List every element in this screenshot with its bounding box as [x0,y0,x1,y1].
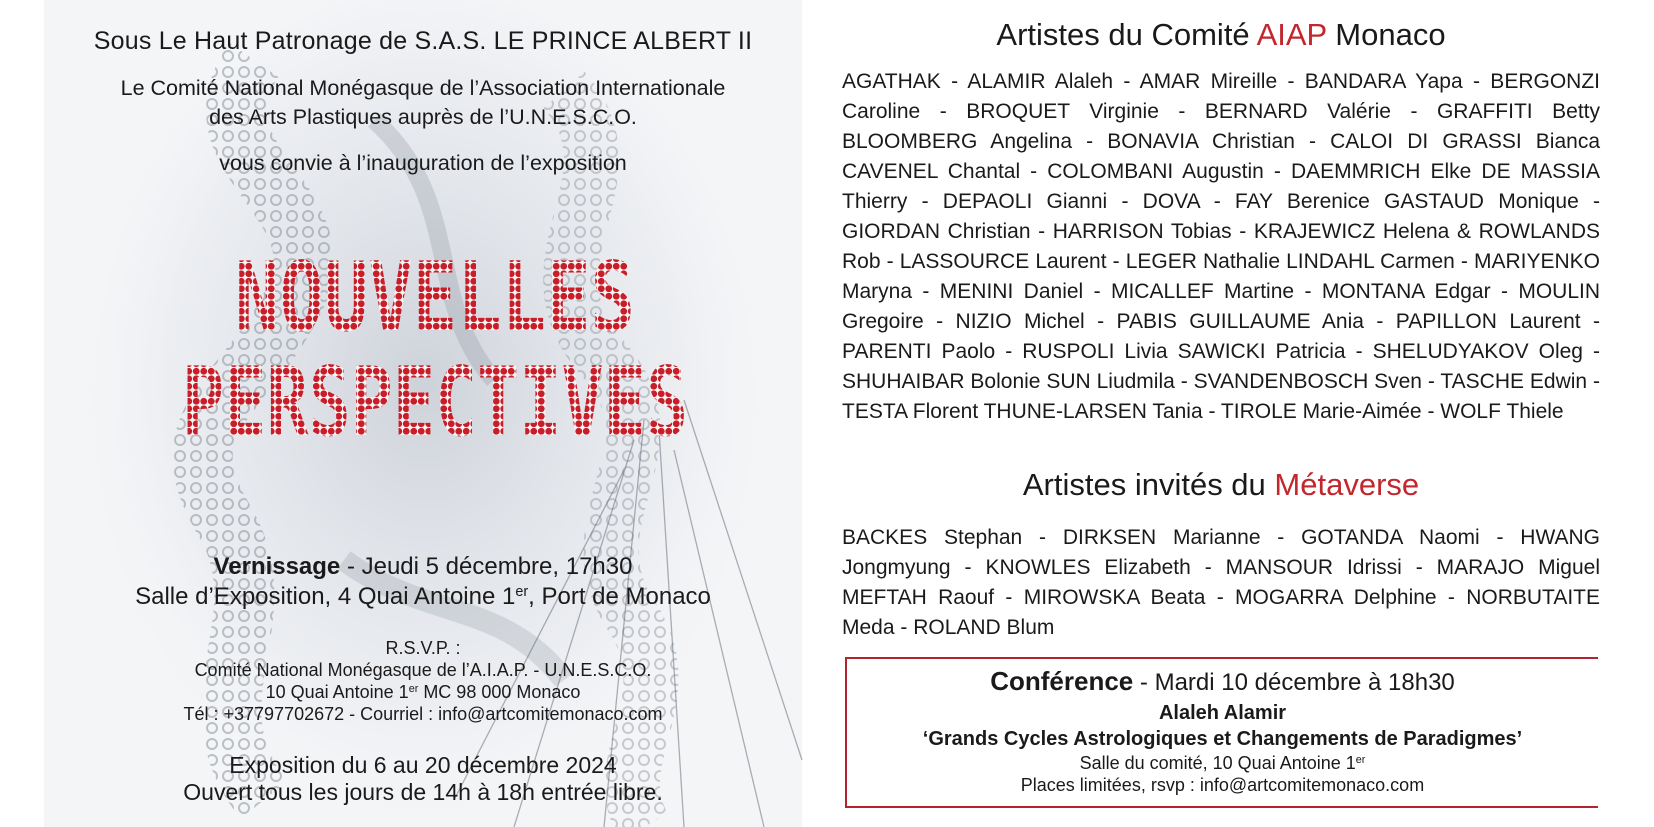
exhibition-dates [44,752,802,806]
conference-place: Salle du comité, 10 Quai Antoine 1 [1079,753,1356,773]
conference-place-sup: er [1355,754,1366,767]
rsvp-block [44,637,802,725]
venue-sup: er [515,584,529,601]
rsvp-address: 10 Quai Antoine 1 [265,682,409,702]
metaverse-artists-heading [842,467,1600,503]
vernissage-date: - Jeudi 5 décembre, 17h30 [340,553,633,580]
committee-line-1: Le Comité National Monégasque de l’Association Internationale [120,76,726,100]
exhibition-period: Exposition du 6 au 20 décembre 2024 [229,752,617,778]
rsvp-address-sup: er [408,683,419,696]
heading-text-end: Monaco [1326,17,1446,52]
committee-artists-heading [842,17,1600,53]
invitation-line: vous convie à l’inauguration de l’exposition [219,151,627,175]
conference-date: - Mardi 10 décembre à 18h30 [1133,669,1455,696]
opening-hours: Ouvert tous les jours de 14h à 18h entrée libre. [183,779,663,805]
heading-accent: AIAP [1256,17,1327,52]
heading-accent: Métaverse [1274,467,1420,502]
title-line-2: PERSPECTIVES [182,348,688,458]
vernissage-info [44,552,802,612]
conference-label: Conférence [990,666,1134,696]
patronage-line: Sous Le Haut Patronage de S.A.S. LE PRINCE ALBERT II [93,27,753,55]
committee-artist-list: AGATHAK - ALAMIR Alaleh - AMAR Mireille - BANDARA Yapa - BERGONZI Caroline - BROQUET Virginie - BERNARD Valérie - GRAFFITI Betty BLOOMBERG Angelina - BONAVIA Christian - CALOI DI GRASSI Bianca CAVENEL Chantal - COLOMBANI Augustin - DAEMMRICH Elke DE MASSIA Thierry - DEPAOLI Gianni - DOVA - FAY Berenice GASTAUD Monique - GIORDAN Christian - HARRISON Tobias - KRAJEWICZ Helena & ROWLANDS Rob - LASSOURCE Laurent - LEGER Nathalie LINDAHL Carmen - MARIYENKO Maryna - MENINI Daniel - MICALLEF Martine - MONTANA Edgar - MOULIN Gregoire - NIZIO Michel - PABIS GUILLAUME Ania - PAPILLON Laurent - PARENTI Paolo - RUSPOLI Livia SAWICKI Patricia - SHELUDYAKOV Oleg - SHUHAIBAR Bolonie SUN Liudmila - SVANDENBOSCH Sven - TASCHE Edwin - TESTA Florent THUNE-LARSEN Tania - TIROLE Marie-Aimée - WOLF Thiele [842,70,1600,423]
rsvp-address-suffix: MC 98 000 Monaco [418,682,581,702]
conference-access: Places limitées, rsvp : info@artcomitemonaco.com [1020,775,1425,795]
conference-box [845,657,1598,808]
title-line-1: NOUVELLES [235,243,635,353]
exhibition-title [140,243,730,458]
heading-text: Artistes invités du [1022,467,1275,502]
invitation-panel [44,0,802,827]
vernissage-label: Vernissage [213,553,341,580]
committee-line-2: des Arts Plastiques auprès de l’U.N.E.S.C.O. [209,105,637,129]
metaverse-artist-list: BACKES Stephan - DIRKSEN Marianne - GOTANDA Naomi - HWANG Jongmyung - KNOWLES Elizabeth - MANSOUR Idrissi - MARAJO Miguel MEFTAH Raouf - MIROWSKA Beata - MOGARRA Delphine - NORBUTAITE Meda - ROLAND Blum [842,526,1600,639]
rsvp-org: Comité National Monégasque de l’A.I.A.P. - U.N.E.S.C.O. [194,660,652,680]
venue-text: Salle d’Exposition, 4 Quai Antoine 1 [135,583,516,610]
heading-text: Artistes du Comité [996,17,1257,52]
conference-title: ‘Grands Cycles Astrologiques et Changements de Paradigmes’ [922,728,1523,750]
rsvp-contact: Tél : +37797702672 - Courriel : info@artcomitemonaco.com [183,704,663,724]
committee-name [44,74,802,132]
venue-suffix: , Port de Monaco [528,583,711,610]
conference-speaker: Alaleh Alamir [1158,702,1287,724]
rsvp-label: R.S.V.P. : [385,638,461,658]
